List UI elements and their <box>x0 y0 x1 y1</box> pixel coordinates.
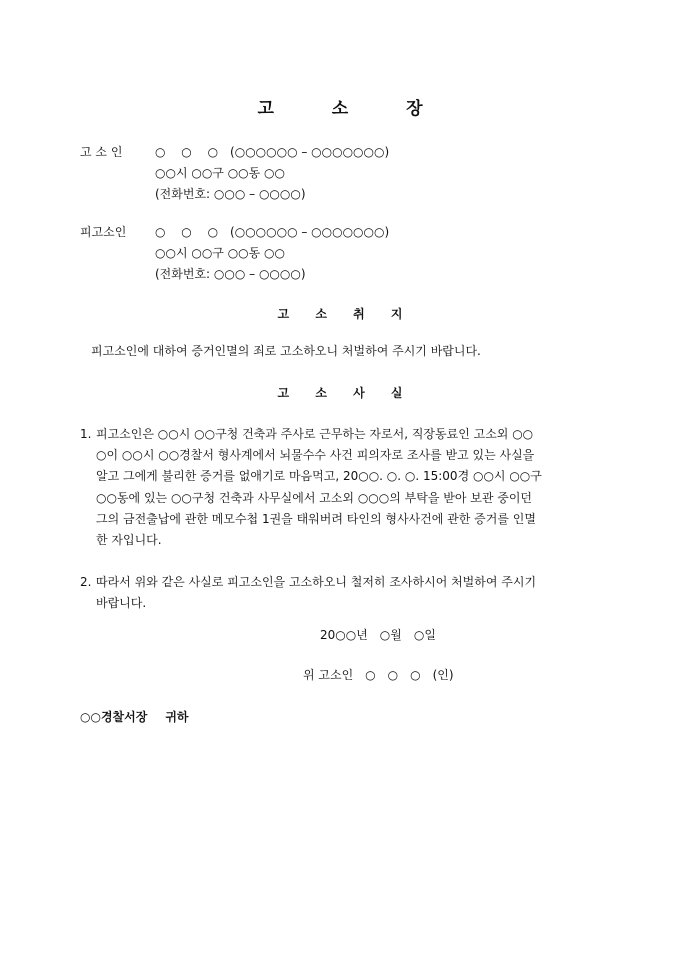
fact-line: 바랍니다. <box>96 596 147 611</box>
accused-label: 피고소인 <box>80 225 127 239</box>
accused-address: ○○시 ○○구 ○○동 ○○ <box>155 246 285 260</box>
complainant-name: ○ ○ ○ (○○○○○○ – ○○○○○○○) <box>155 145 390 159</box>
document-title: 고 소 장 <box>257 99 449 119</box>
filing-date: 20○○년 ○월 ○일 <box>320 628 436 642</box>
complainant-signature: 위 고소인 ○ ○ ○ (인) <box>303 668 454 682</box>
complainant-address: ○○시 ○○구 ○○동 ○○ <box>155 166 285 180</box>
fact-number: 2. <box>80 575 92 590</box>
accused-block <box>80 222 389 285</box>
addressee <box>80 708 189 725</box>
fact-item <box>80 424 600 551</box>
facts-heading: 고 소 사 실 <box>277 386 414 400</box>
fact-line: ○이 ○○시 ○○경찰서 형사계에서 뇌물수수 사건 피의자로 조사를 받고 있는 사실을 <box>96 448 535 463</box>
complainant-label: 고 소 인 <box>80 145 123 159</box>
fact-item <box>80 572 600 614</box>
addressee-name: ○○경찰서장 <box>80 710 148 724</box>
complainant-phone: (전화번호: ○○○ – ○○○○) <box>155 187 306 201</box>
accused-name: ○ ○ ○ (○○○○○○ – ○○○○○○○) <box>155 225 390 239</box>
purpose-text: 피고소인에 대하여 증거인멸의 죄로 고소하오니 처벌하여 주시기 바랍니다. <box>91 344 481 358</box>
fact-number: 1. <box>80 427 92 441</box>
complainant-block <box>80 142 389 205</box>
fact-line: 한 자입니다. <box>96 533 162 548</box>
accused-phone: (전화번호: ○○○ – ○○○○) <box>155 267 306 281</box>
addressee-suffix: 귀하 <box>165 710 189 724</box>
facts-list <box>80 424 600 615</box>
fact-line: 따라서 위와 같은 사실로 피고소인을 고소하오니 철저히 조사하시어 처벌하여 주시기 <box>96 575 537 590</box>
fact-line: ○○동에 있는 ○○구청 건축과 사무실에서 고소외 ○○○의 부탁을 받아 보관 중이던 <box>96 490 533 505</box>
fact-line: 피고소인은 ○○시 ○○구청 건축과 주사로 근무하는 자로서, 직장동료인 고소외 ○○ <box>96 427 534 441</box>
purpose-heading: 고 소 취 지 <box>277 307 414 321</box>
fact-line: 그의 금전출납에 관한 메모수첩 1권을 태워버려 타인의 형사사건에 관한 증거를 인멸 <box>96 511 536 526</box>
fact-line: 알고 그에게 불리한 증거를 없애기로 마음먹고, 20○○. ○. ○. 15:00경 ○○시 ○○구 <box>96 469 542 484</box>
